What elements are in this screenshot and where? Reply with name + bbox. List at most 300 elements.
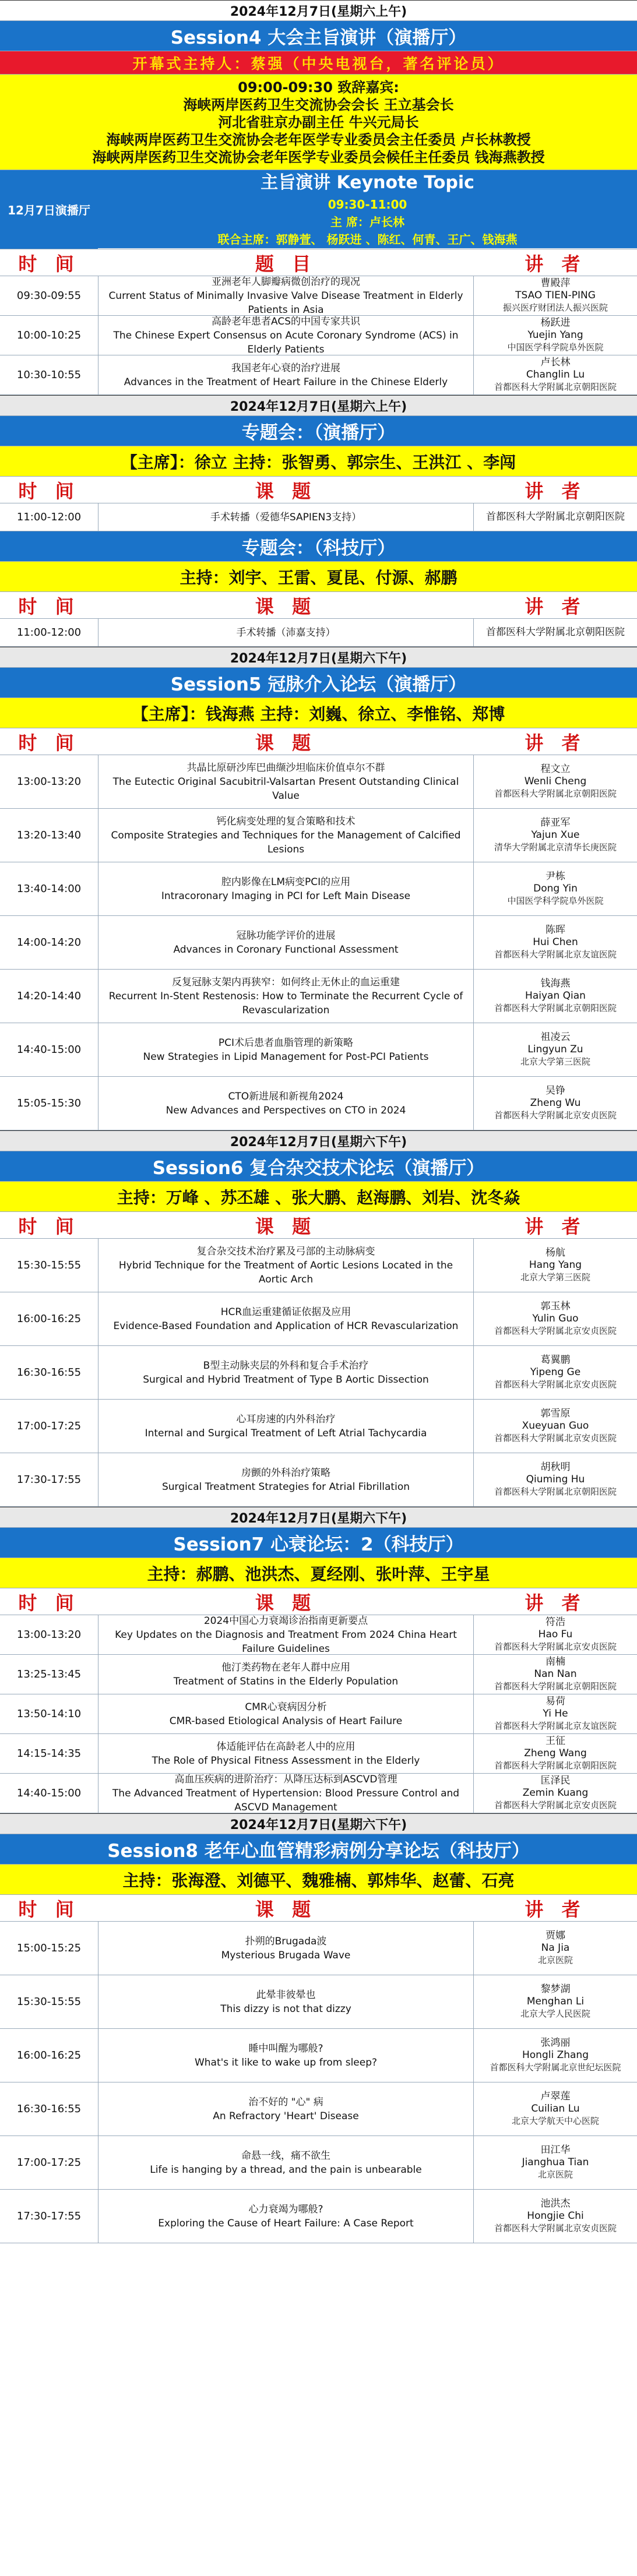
row-speaker [473,276,637,315]
session-title-text: Session8 老年心血管精彩病例分享论坛（科技厅） [107,1841,530,1862]
table-row [0,276,637,316]
speaker-affiliation: 振兴医疗财团法人振兴医院 [502,302,608,313]
table-row [0,1400,637,1453]
date-header [0,0,637,21]
table-row [0,1346,637,1400]
row-topic [98,916,473,969]
hosts-text: 【主席】：徐立 主持：张智勇、郭宗生、王洪江 、李闯 [121,452,516,472]
row-time: 09:30-09:55 [16,290,82,302]
row-time: 11:00-12:00 [16,511,82,523]
row-time: 15:30-15:55 [16,1996,82,2008]
topic-zh: 房颤的外科治疗策略 [241,1467,330,1479]
speaker-affiliation: 北京大学第三医院 [520,1272,590,1282]
header-time: 时 间 [18,595,80,618]
topic-zh: 共晶比原研沙库巴曲缬沙坦临床价值卓尔不群 [186,762,385,774]
topic-zh: 钙化病变处理的复合策略和技术 [216,815,356,827]
table-row [0,916,637,970]
topic-zh: 心耳房速的内外科治疗 [236,1413,336,1425]
hosts-text: 主持：万峰 、苏丕雄 、张大鹏、赵海鹏、刘岩、沈冬焱 [117,1187,520,1207]
row-time: 17:30-17:55 [16,2210,82,2222]
topic-zh: 高血压疾病的进阶治疗：从降压达标到ASCVD管理 [174,1773,397,1785]
session-title-text: 专题会：（演播厅） [241,422,396,443]
row-time: 14:20-14:40 [16,990,82,1002]
speaker-name-en: Yuejin Yang [527,329,583,341]
topic-zh: 心力衰竭为哪般? [248,2203,323,2215]
row-time: 14:40-15:00 [16,1044,82,1056]
table-row [0,503,637,531]
row-time: 14:15-14:35 [16,1747,82,1760]
speaker-name-en: Haiyan Qian [525,990,586,1002]
session7-rows [0,1615,637,1813]
date-text: 2024年12月7日(星期六上午) [230,399,407,414]
topic-zh: 睡中叫醒为哪般? [248,2042,323,2055]
row-topic [98,2190,473,2243]
row-speaker [473,1655,637,1694]
topic-en: What's it like to wake up from sleep? [194,2056,378,2068]
topic-zh: 高龄老年患者ACS的中国专家共识 [212,315,360,327]
speaker-name-zh: 张鸿丽 [540,2037,571,2049]
row-topic [98,970,473,1023]
speaker-name-en: Changlin Lu [526,369,585,380]
speaker-name-en: Qiuming Hu [526,1474,585,1485]
header-topic: 课 题 [255,1898,317,1920]
special2-title [0,531,637,562]
row-speaker [473,809,637,862]
table-row [0,2082,637,2136]
row-topic [98,1453,473,1506]
row-topic [98,809,473,862]
table-header [0,477,637,503]
session8-title [0,1834,637,1865]
table-row [0,1734,637,1774]
session-title-text: Session4 大会主旨演讲（演播厅） [170,27,467,48]
row-topic [98,355,473,394]
speaker-affiliation: 北京大学航天中心医院 [511,2116,599,2126]
row-time: 13:50-14:10 [16,1708,82,1720]
table-row [0,1975,637,2029]
speaker-name-zh: 程文立 [540,763,571,775]
row-speaker [473,862,637,915]
speaker-name-zh: 胡秋明 [540,1461,571,1473]
topic-en: Hybrid Technique for the Treatment of Aortic Lesions Located in the Aortic Arch [118,1259,453,1285]
speaker-name-en: Zemin Kuang [522,1787,589,1799]
speaker-affiliation: 首都医科大学附属北京朝阳医院 [494,1486,617,1497]
table-row [0,1292,637,1346]
header-time: 时 间 [18,252,80,275]
keynote-time: 09:30-11:00 [98,196,637,213]
row-speaker [473,1922,637,1975]
row-topic [98,276,473,315]
header-time: 时 间 [18,1898,80,1920]
speaker-name-en: Hui Chen [533,936,578,948]
header-topic: 课 题 [255,595,317,618]
opening-host-text: 开幕式主持人：蔡强（中央电视台，著名评论员） [132,55,505,72]
row-time: 13:20-13:40 [16,829,82,841]
row-topic [98,1346,473,1399]
speaker-name-zh: 田江华 [540,2144,571,2156]
row-speaker [473,2136,637,2189]
topic-en: The Role of Physical Fitness Assessment in the Elderly [152,1754,420,1767]
date-header [0,1507,637,1528]
header-topic: 课 题 [255,1215,317,1238]
row-speaker [473,1239,637,1292]
speaker-name-zh: 祖凌云 [540,1031,571,1043]
topic-zh: 他汀类药物在老年人群中应用 [221,1661,350,1673]
row-time: 15:00-15:25 [16,1942,82,1954]
session6-title [0,1151,637,1182]
topic-en: Key Updates on the Diagnosis and Treatment From 2024 China Heart Failure Guidelines [115,1629,457,1655]
opening-line: 09:00-09:30 致辞嘉宾: [238,79,399,96]
keynote-block [0,170,637,249]
speaker-name-en: Zheng Wang [524,1747,587,1759]
row-topic [98,2082,473,2135]
topic-zh: 此晕非彼晕也 [256,1989,316,2001]
row-topic [98,1774,473,1813]
speaker-name-zh: 池洪杰 [540,2198,571,2209]
row-topic [98,1975,473,2028]
row-time: 13:25-13:45 [16,1668,82,1680]
table-header [0,1895,637,1922]
topic-zh: 扑朔的Brugada波 [245,1935,327,1947]
header-topic: 题 目 [255,252,317,275]
keynote-title: 主旨演讲 Keynote Topic [98,170,637,196]
date-text: 2024年12月7日(星期六下午) [230,1511,407,1526]
speaker-name-zh: 葛翼鹏 [540,1354,571,1366]
table-header [0,1588,637,1615]
table-row [0,862,637,916]
hosts-text: 主持：刘宇、王雷、夏昆、付源、郝鹏 [180,568,457,587]
session5-hosts [0,698,637,728]
header-time: 时 间 [18,731,80,754]
topic-en: New Strategies in Lipid Management for Post-PCI Patients [143,1051,429,1063]
row-time: 10:00-10:25 [16,329,82,341]
row-speaker [473,1400,637,1453]
speaker-name-zh: 郭玉林 [540,1301,571,1312]
row-speaker [473,1694,637,1733]
topic-en: Advances in the Treatment of Heart Failure in the Chinese Elderly [124,376,448,388]
topic-en: Advances in Coronary Functional Assessment [173,943,399,956]
topic-zh: 亚洲老年人脚瓣病微创治疗的现况 [212,276,360,288]
speaker-affiliation: 清华大学附属北京清华长庚医院 [494,842,617,852]
speaker-affiliation: 首都医科大学附属北京安贞医院 [494,1110,617,1120]
row-speaker [473,316,637,355]
speaker-name-en: Menghan Li [526,1996,585,2007]
speaker-affiliation: 首都医科大学附属北京安贞医院 [494,1800,617,1810]
row-time: 17:00-17:25 [16,1420,82,1432]
session6-rows [0,1239,637,1507]
date-header [0,395,637,416]
date-header [0,1813,637,1834]
table-row [0,1774,637,1813]
topic-en: Life is hanging by a thread, and the pain is unbearable [150,2163,422,2176]
speaker-name-en: TSAO TIEN-PING [515,290,596,301]
topic-en: Composite Strategies and Techniques for the Management of Calcified Lesions [111,829,461,855]
row-topic [98,1922,473,1975]
date-text: 2024年12月7日(星期六下午) [230,1134,407,1150]
row-speaker [473,1346,637,1399]
speaker-name-en: Zheng Wu [530,1097,581,1109]
row-topic [98,1655,473,1694]
speaker-name-en: Lingyun Zu [527,1044,583,1055]
table-row [0,1077,637,1130]
date-header [0,1130,637,1151]
speaker-name-en: Hao Fu [538,1629,573,1640]
row-topic [98,1694,473,1733]
row-speaker [473,1734,637,1773]
row-topic: 手术转播（沛嘉支持） [98,619,473,646]
row-topic [98,1292,473,1345]
topic-zh: 我国老年心衰的治疗进展 [231,362,340,374]
opening-line: 河北省驻京办副主任 牛兴元局长 [218,114,419,131]
speaker-name-en: Wenli Cheng [524,776,587,787]
row-speaker: 首都医科大学附属北京朝阳医院 [473,619,637,646]
speaker-name-zh: 薛亚军 [540,817,571,829]
table-header [0,249,637,276]
row-topic [98,1077,473,1130]
table-row [0,1239,637,1292]
table-header [0,592,637,619]
topic-en: The Chinese Expert Consensus on Acute Coronary Syndrome (ACS) in Elderly Patients [113,329,459,355]
row-speaker [473,916,637,969]
row-time: 15:05-15:30 [16,1097,82,1109]
speaker-name-zh: 南楠 [546,1656,565,1668]
keynote-rows [0,276,637,395]
speaker-name-en: Jianghua Tian [522,2156,589,2168]
topic-zh: 复合杂交技术治疗累及弓部的主动脉病变 [196,1245,375,1257]
topic-zh: CTO新进展和新视角2024 [228,1090,344,1102]
row-speaker: 首都医科大学附属北京朝阳医院 [473,503,637,531]
speaker-affiliation: 首都医科大学附属北京朝阳医院 [494,1003,617,1013]
keynote-chair: 主 席：卢长林 [98,213,637,231]
speaker-name-zh: 匡泽民 [540,1775,571,1786]
header-topic: 课 题 [255,480,317,502]
row-topic [98,1400,473,1453]
topic-zh: 腔内影像在LM病变PCI的应用 [221,876,351,888]
topic-zh: 反复冠脉支架内再狭窄：如何终止无休止的血运重建 [172,976,400,988]
speaker-name-en: Xueyuan Guo [522,1420,589,1432]
speaker-affiliation: 首都医科大学附属北京安贞医院 [494,1433,617,1443]
opening-line: 海峡两岸医药卫生交流协会老年医学专业委员会候任主任委员 钱海燕教授 [92,149,545,165]
speaker-name-en: Na Jia [541,1942,570,1954]
speaker-name-en: Yulin Guo [532,1313,579,1324]
speaker-affiliation: 首都医科大学附属北京朝阳医院 [494,788,617,799]
topic-en: Current Status of Minimally Invasive Valve Disease Treatment in Elderly Patients in Asia [108,290,463,316]
table-row [0,755,637,809]
speaker-name-zh: 陈晖 [546,924,565,936]
table-row [0,1453,637,1507]
session5-rows [0,755,637,1130]
row-speaker [473,1615,637,1654]
row-speaker [473,2082,637,2135]
speaker-name-zh: 易荷 [546,1696,565,1707]
hosts-text: 主持：张海澄、刘德平、魏雅楠、郭炜华、赵蕾、石亮 [122,1870,515,1890]
speaker-affiliation: 北京大学第三医院 [520,1056,590,1067]
row-time: 14:00-14:20 [16,936,82,949]
topic-en: CMR-based Etiological Analysis of Heart Failure [169,1715,403,1727]
opening-host-banner [0,51,637,75]
keynote-side-label: 12月7日演播厅 [0,170,98,249]
table-row [0,316,637,355]
opening-guests [0,75,637,170]
topic-en: Surgical and Hybrid Treatment of Type B Aortic Dissection [143,1373,429,1386]
speaker-name-en: Hongjie Chi [527,2210,584,2222]
speaker-name-en: Yi He [543,1708,568,1719]
opening-line: 海峡两岸医药卫生交流协会会长 王立基会长 [183,96,454,113]
session4-title [0,21,637,51]
row-speaker [473,1023,637,1076]
row-time: 13:00-13:20 [16,1629,82,1641]
session7-title [0,1528,637,1558]
topic-en: Recurrent In-Stent Restenosis: How to Terminate the Recurrent Cycle of Revascularization [108,990,463,1016]
hosts-text: 【主席】：钱海燕 主持：刘巍、徐立、李惟铭、郑博 [132,704,505,724]
session8-hosts [0,1865,637,1895]
row-topic [98,1239,473,1292]
row-speaker [473,2029,637,2082]
topic-en: An Refractory 'Heart' Disease [213,2110,359,2122]
topic-zh: B型主动脉夹层的外科和复合手术治疗 [203,1359,369,1372]
row-time: 11:00-12:00 [16,626,82,639]
date-text: 2024年12月7日(星期六下午) [230,1817,407,1833]
row-speaker [473,1292,637,1345]
header-speaker: 讲 者 [525,480,586,502]
table-row [0,2136,637,2190]
topic-en: Treatment of Statins in the Elderly Population [173,1675,399,1687]
topic-zh: CMR心衰病因分析 [245,1701,327,1713]
header-speaker: 讲 者 [525,731,586,754]
session-title-text: 专题会：（科技厅） [241,538,396,559]
topic-zh: PCI术后患者血脂管理的新策略 [218,1037,354,1049]
topic-en: The Advanced Treatment of Hypertension: Blood Pressure Control and ASCVD Management [112,1787,460,1813]
table-row [0,1922,637,1975]
topic-zh: 冠脉功能学评价的进展 [236,929,336,942]
speaker-affiliation: 首都医科大学附属北京安贞医院 [494,1326,617,1336]
row-topic [98,316,473,355]
topic-en: Mysterious Brugada Wave [221,1949,351,1961]
speaker-name-zh: 王征 [546,1735,565,1747]
header-topic: 课 题 [255,731,317,754]
session-title-text: Session6 复合杂交技术论坛（演播厅） [152,1158,485,1179]
topic-en: Internal and Surgical Treatment of Left Atrial Tachycardia [145,1427,427,1439]
row-speaker [473,755,637,808]
speaker-name-zh: 符浩 [546,1616,565,1628]
session8-rows [0,1922,637,2243]
row-time: 10:30-10:55 [16,369,82,381]
speaker-name-en: Hang Yang [529,1259,582,1271]
date-text: 2024年12月7日(星期六上午) [230,4,407,19]
speaker-affiliation: 中国医学科学院阜外医院 [507,896,604,906]
row-topic [98,1734,473,1773]
speaker-affiliation: 首都医科大学附属北京友谊医院 [494,1721,617,1731]
header-speaker: 讲 者 [525,252,586,275]
table-row [0,619,637,647]
speaker-affiliation: 首都医科大学附属北京安贞医院 [494,2223,617,2233]
topic-en: The Eutectic Original Sacubitril-Valsartan Present Outstanding Clinical Value [112,776,459,802]
row-time: 16:00-16:25 [16,1313,82,1325]
row-speaker [473,1077,637,1130]
row-time: 16:30-16:55 [16,1366,82,1379]
topic-en: Evidence-Based Foundation and Application of HCR Revascularization [113,1320,459,1332]
header-speaker: 讲 者 [525,1591,586,1614]
header-speaker: 讲 者 [525,1215,586,1238]
speaker-name-zh: 杨跃进 [540,317,571,329]
hosts-text: 主持：郝鹏、池洪杰、夏经刚、张叶萍、王宇星 [147,1564,490,1584]
row-time: 17:30-17:55 [16,1474,82,1486]
date-text: 2024年12月7日(星期六下午) [230,651,407,666]
row-topic [98,2029,473,2082]
table-row [0,355,637,395]
table-header [0,1212,637,1239]
speaker-name-en: Dong Yin [533,883,578,894]
topic-zh: 治不好的 "心" 病 [248,2096,323,2108]
speaker-name-zh: 尹栋 [546,871,565,882]
speaker-name-en: Nan Nan [534,1668,577,1680]
topic-en: Surgical Treatment Strategies for Atrial Fibrillation [161,1481,410,1493]
table-row [0,1694,637,1734]
table-row [0,970,637,1023]
special1-title [0,416,637,446]
topic-zh: HCR血运重建循证依据及应用 [220,1306,351,1318]
session-title-text: Session7 心衰论坛：2（科技厅） [173,1534,464,1555]
speaker-name-en: Yajun Xue [531,829,580,841]
header-time: 时 间 [18,480,80,502]
speaker-affiliation: 首都医科大学附属北京朝阳医院 [494,1681,617,1692]
speaker-affiliation: 首都医科大学附属北京安贞医院 [494,1641,617,1652]
header-time: 时 间 [18,1591,80,1614]
row-speaker [473,1774,637,1813]
speaker-affiliation: 中国医学科学院阜外医院 [507,342,604,353]
row-time: 17:00-17:25 [16,2156,82,2169]
special1-hosts [0,446,637,477]
table-row [0,2190,637,2243]
topic-en: Intracoronary Imaging in PCI for Left Main Disease [161,890,411,902]
row-speaker [473,355,637,394]
row-topic [98,755,473,808]
speaker-affiliation: 北京大学人民医院 [520,2008,590,2019]
speaker-name-zh: 卢翠莲 [540,2091,571,2102]
speaker-affiliation: 首都医科大学附属北京朝阳医院 [494,1760,617,1771]
row-time: 13:00-13:20 [16,776,82,788]
table-row [0,1615,637,1655]
speaker-affiliation: 首都医科大学附属北京友谊医院 [494,949,617,960]
header-speaker: 讲 者 [525,1898,586,1920]
speaker-affiliation: 北京医院 [537,2169,573,2180]
topic-en: Exploring the Cause of Heart Failure: A Case Report [158,2217,414,2229]
speaker-name-zh: 郭雪原 [540,1408,571,1419]
speaker-name-zh: 钱海燕 [540,978,571,989]
date-header [0,647,637,668]
table-row [0,1655,637,1694]
table-row [0,2029,637,2082]
speaker-name-en: Yipeng Ge [530,1366,581,1378]
speaker-affiliation: 首都医科大学附属北京朝阳医院 [494,382,617,392]
row-time: 16:30-16:55 [16,2103,82,2115]
speaker-affiliation: 北京医院 [537,1955,573,1965]
session7-hosts [0,1558,637,1588]
row-topic [98,1615,473,1654]
header-time: 时 间 [18,1215,80,1238]
speaker-name-zh: 曹殿萍 [540,277,571,289]
session5-title [0,668,637,698]
opening-line: 海峡两岸医药卫生交流协会老年医学专业委员会主任委员 卢长林教授 [106,131,531,148]
row-time: 14:40-15:00 [16,1787,82,1799]
speaker-name-zh: 杨航 [546,1247,565,1259]
row-time: 13:40-14:00 [16,883,82,895]
speaker-affiliation: 首都医科大学附属北京安贞医院 [494,1379,617,1390]
topic-zh: 命悬一线，痛不欲生 [241,2149,330,2162]
row-topic [98,2136,473,2189]
speaker-affiliation: 首都医科大学附属北京世纪坛医院 [490,2062,621,2073]
topic-en: This dizzy is not that dizzy [220,2003,351,2015]
